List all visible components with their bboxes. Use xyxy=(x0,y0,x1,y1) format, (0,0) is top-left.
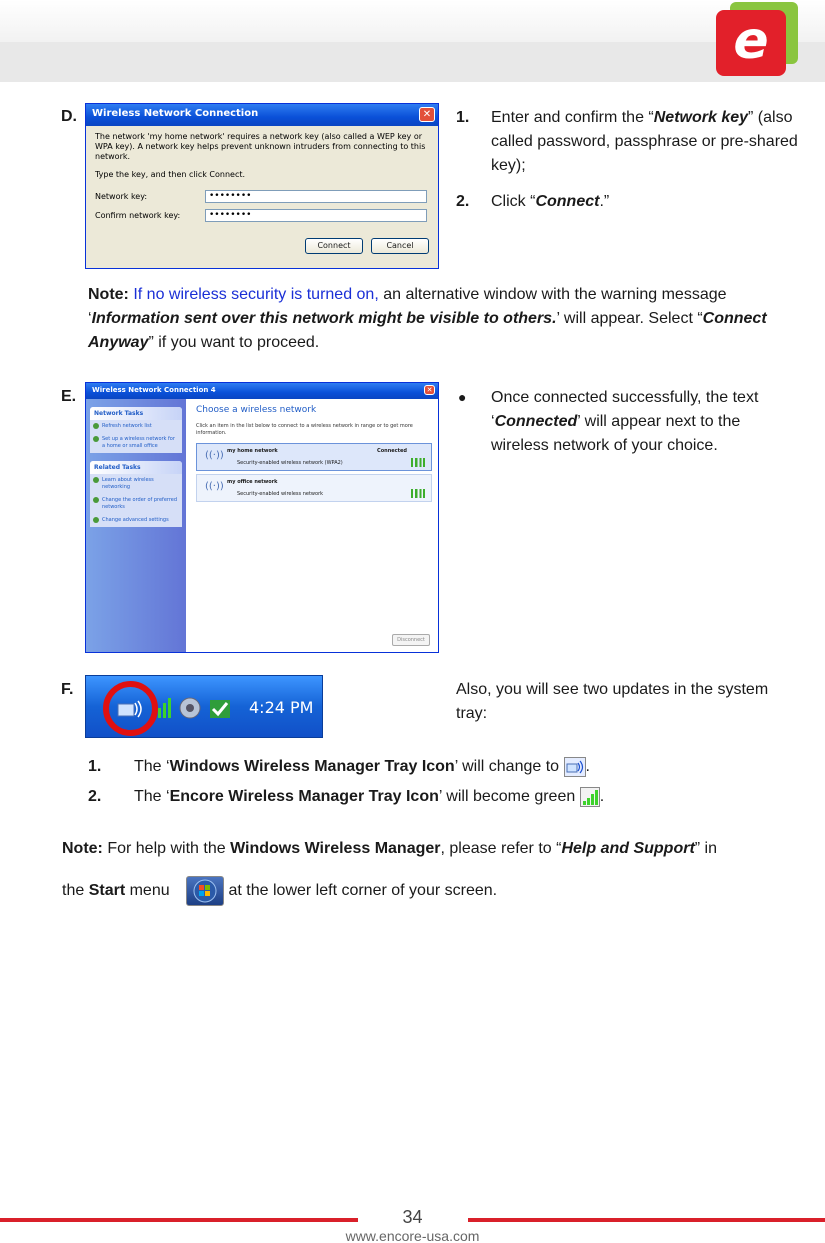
page-number: 34 xyxy=(402,1207,423,1227)
tray-item-1-text: The ‘Windows Wireless Manager Tray Icon’ will change to . xyxy=(134,758,590,775)
network-list-pane xyxy=(190,399,438,652)
dialog-message: The network 'my home network' requires a network key (also called a WEP key or WPA key). A network key helps prevent unknown intruders from connecting to this network. xyxy=(95,132,426,161)
speaker-icon[interactable] xyxy=(178,696,202,725)
connected-bullet-text: Once connected successfully, the text ‘Connected’ will appear next to the wireless network of your choice. xyxy=(491,389,759,454)
change-order-link[interactable]: Change the order of preferred networks xyxy=(90,494,182,514)
final-note-line-2: the Start menu at the lower left corner of your screen. xyxy=(62,876,802,906)
tray-item-2-text: The ‘Encore Wireless Manager Tray Icon’ will become green . xyxy=(134,788,605,805)
header-top xyxy=(0,0,825,42)
header-band xyxy=(0,42,825,82)
network-key-input[interactable]: •••••••• xyxy=(205,190,427,203)
tray-item-2-number: 2. xyxy=(88,788,102,805)
connect-button[interactable]: Connect xyxy=(305,238,363,254)
network-item[interactable]: ((·)) my home network Connected Security-enabled wireless network (WPA2) xyxy=(196,443,432,471)
setup-wireless-network-link[interactable]: Set up a wireless network for a home or small office xyxy=(90,433,182,453)
cancel-button[interactable]: Cancel xyxy=(371,238,429,254)
signal-strength-icon xyxy=(411,489,425,498)
confirm-key-label: Confirm network key: xyxy=(95,210,181,220)
network-item[interactable]: ((·)) my office network Security-enabled wireless network xyxy=(196,474,432,502)
choose-network-heading: Choose a wireless network xyxy=(196,405,317,415)
related-tasks-heading: Related Tasks xyxy=(90,461,182,474)
antenna-icon: ((·)) xyxy=(205,481,224,492)
learn-wireless-link[interactable]: Learn about wireless networking xyxy=(90,474,182,494)
window-title-bar xyxy=(86,383,438,399)
wireless-key-dialog xyxy=(85,103,439,269)
highlight-circle xyxy=(103,681,158,736)
choose-network-hint: Click an item in the list below to connect to a wireless network in range or to get more information. xyxy=(196,423,413,436)
related-tasks-box xyxy=(90,461,182,527)
close-icon[interactable]: ✕ xyxy=(419,107,435,122)
section-f-letter: F. xyxy=(61,681,74,698)
refresh-network-list-link[interactable]: Refresh network list xyxy=(90,420,182,433)
choose-wireless-network-window xyxy=(85,382,439,653)
connected-status: Connected xyxy=(377,448,407,454)
windows-start-icon xyxy=(186,876,224,906)
antenna-icon: ((·)) xyxy=(205,450,224,461)
logo-letter: e xyxy=(733,11,769,71)
step-1-number: 1. xyxy=(456,109,470,126)
step-2-text: Click “Connect.” xyxy=(491,193,610,210)
bullet-icon: ● xyxy=(458,389,467,405)
dialog-title: Wireless Network Connection xyxy=(92,108,259,119)
section-d-letter: D. xyxy=(61,108,77,125)
change-advanced-settings-link[interactable]: Change advanced settings xyxy=(90,514,182,527)
tray-clock[interactable]: 4:24 PM xyxy=(249,698,314,717)
encore-signal-icon xyxy=(580,787,600,807)
dialog-title-bar xyxy=(86,104,438,126)
tray-item-1-number: 1. xyxy=(88,758,102,775)
close-icon[interactable]: ✕ xyxy=(424,385,435,395)
final-note-line-1: Note: For help with the Windows Wireless Manager, please refer to “Help and Support” in xyxy=(62,840,718,857)
network-key-label: Network key: xyxy=(95,191,148,201)
encore-logo xyxy=(716,2,798,76)
signal-strength-icon xyxy=(411,458,425,467)
section-e-letter: E. xyxy=(61,388,77,405)
system-tray-intro: Also, you will see two updates in the system tray: xyxy=(456,681,769,722)
safely-remove-icon[interactable] xyxy=(204,694,234,725)
step-1-text: Enter and confirm the “Network key” (also called password, passphrase or pre-shared key); xyxy=(491,109,798,174)
dialog-instruction: Type the key, and then click Connect. xyxy=(95,170,246,179)
network-tasks-heading: Network Tasks xyxy=(90,407,182,420)
note-connect-anyway: Note: If no wireless security is turned on, an alternative window with the warning message ‘Information sent over this network might be visible to others.’ will appear. Select “Connect Anyway” if you want to proceed. xyxy=(88,286,767,351)
wireless-manager-icon xyxy=(564,757,586,777)
tasks-pane xyxy=(86,399,186,652)
confirm-key-input[interactable]: •••••••• xyxy=(205,209,427,222)
window-title: Wireless Network Connection 4 xyxy=(92,386,216,394)
system-tray xyxy=(85,675,323,738)
network-tasks-box xyxy=(90,407,182,453)
step-2-number: 2. xyxy=(456,193,470,210)
footer-website[interactable]: www.encore-usa.com xyxy=(345,1228,480,1243)
disconnect-button[interactable]: Disconnect xyxy=(392,634,430,646)
